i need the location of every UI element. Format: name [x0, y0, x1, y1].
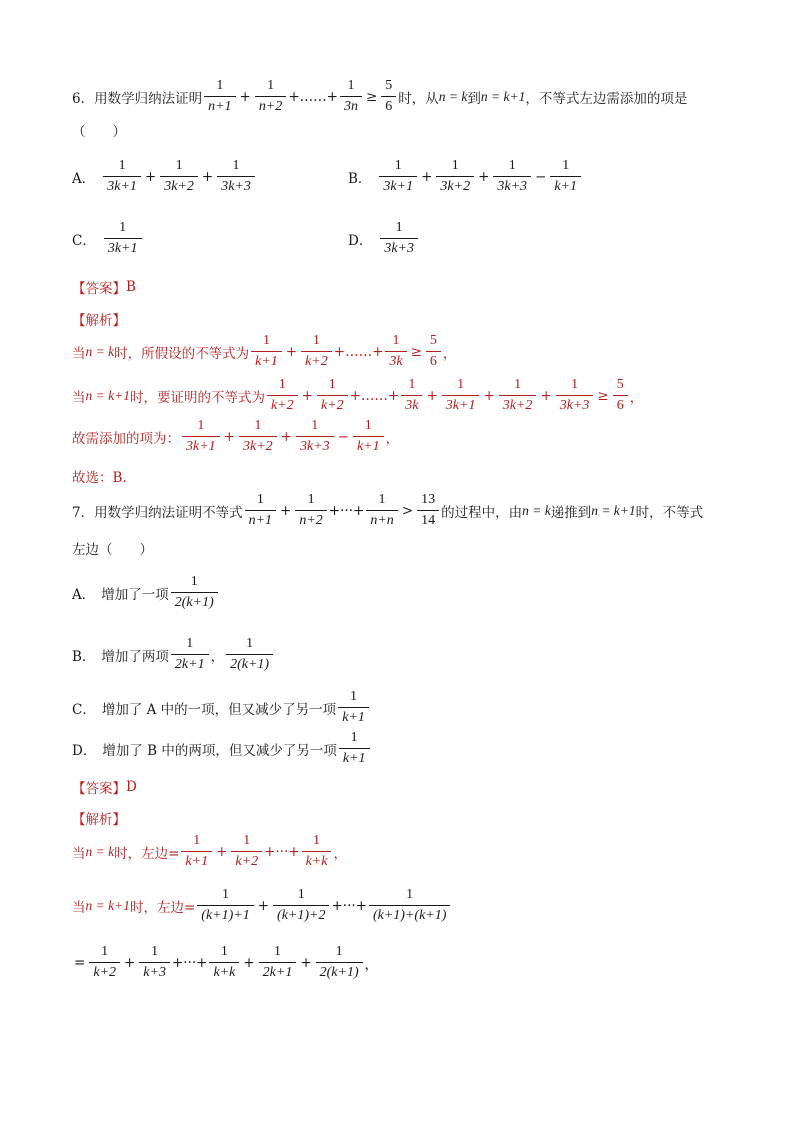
q6-analysis-line-3: 故需添加的项为： 1 3k+1 + $\frac{1}{3k+2}$ + $\frac{1}{3k+3}$ − $\frac{1}{k+1}$ ，	[72, 418, 400, 454]
fraction: $\frac{1}{3n}$	[340, 78, 362, 115]
q6-option-a: A． 1 3k+1 + $\frac{1}{3k+2}$ + $\frac{1}{3k+3}$	[72, 158, 257, 195]
fraction: $\frac{1}{n+2}$	[255, 78, 286, 115]
q6-option-c: C． 1 3k+1	[72, 220, 144, 257]
q7-stem: 7．用数学归纳法证明不等式 1 n+1 + $\frac{1}{n+2}$ +···+ $\frac{1}{n+n}$ > 13 14 的过程中，由 n = k 递推到 n = k+1 时，不等式	[72, 492, 704, 528]
q6-blank: （ ）	[72, 124, 126, 140]
q7-option-c: C． 增加了 A 中的一项，但又减少了另一项 1 k+1	[72, 689, 371, 726]
q6-analysis-line-2: 当 n = k+1 时，要证明的不等式为 1 k+2 + $\frac{1}{k+2}$ +……+ $\frac{1}{3k}$ + $\frac{1}{3k+1}$ + $\frac{1}{3k+2}$ + $\frac{1}{3k+3}$ ≥ $\frac{5}{6}$ ，	[72, 377, 644, 413]
q7-analysis-line-1: 当 n = k 时，左边= $\frac{1}{k+1}$ + $\frac{1}{k+2}$ +···+ $\frac{1}{k+k}$ ，	[72, 833, 347, 869]
fraction: 1 n+1	[204, 78, 235, 115]
q6-analysis-line-1: 当 n = k 时，所假设的不等式为 1 k+1 + $\frac{1}{k+2}$ +……+ $\frac{1}{3k}$ ≥ $\frac{5}{6}$ ，	[72, 333, 457, 369]
q7-analysis-line-2: 当 n = k+1 时，左边= $\frac{1}{(k+1)+1}$ + $\frac{1}{(k+1)+2}$ +···+ $\frac{1}{(k+1)+(k+1)}$	[72, 887, 452, 924]
q7-option-d: D． 增加了 B 中的两项，但又减少了另一项 1 k+1	[72, 730, 372, 767]
q6-conclusion: 故选：B.	[72, 470, 127, 486]
fraction: $\frac{5}{6}$	[381, 78, 396, 115]
q7-stem-line-2: 左边（ ）	[72, 542, 153, 558]
q7-option-b: B． 增加了两项 1 2k+1 ， 1 2(k+1)	[72, 636, 275, 673]
q6-answer: 【答案】 B	[72, 279, 136, 297]
q6-option-b: B． 1 3k+1 + $\frac{1}{3k+2}$ + $\frac{1}{3k+3}$ − $\frac{1}{k+1}$	[348, 158, 583, 195]
q6-analysis-label: 【解析】	[72, 313, 126, 329]
q6-option-d: D． 1 3k+3	[348, 220, 420, 257]
q7-analysis-label: 【解析】	[72, 812, 126, 828]
q7-answer: 【答案】 D	[72, 779, 137, 797]
q7-option-a: A． 增加了一项 1 2(k+1)	[72, 574, 220, 611]
q6-stem: 6．用数学归纳法证明 1 n+1 + $\frac{1}{n+2}$ +……+ $\frac{1}{3n}$ ≥ $\frac{5}{6}$ 时，从 n = k 到 n = k+1 ，不等式左边需添加的项是	[72, 78, 688, 114]
q7-analysis-line-3: = $\frac{1}{k+2}$ + $\frac{1}{k+3}$ +···+ $\frac{1}{k+k}$ + $\frac{1}{2k+1}$ + $\frac{1}{2(k+1)}$ ，	[74, 944, 379, 980]
